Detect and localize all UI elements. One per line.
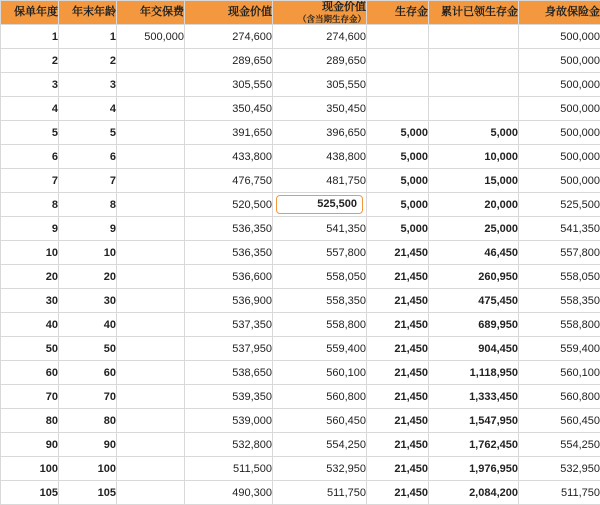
cell-cash-value: 520,500: [185, 193, 273, 217]
cell-death-benefit: 525,500: [519, 193, 600, 217]
table-header-row: [1, 1, 600, 25]
table-row: [1, 97, 600, 121]
cell-cumulative-survival-benefit: 1,762,450: [429, 433, 519, 457]
cell-cash-value-incl-survival: 289,650: [273, 49, 367, 73]
cell-age: 100: [59, 457, 117, 481]
cell-cash-value: 305,550: [185, 73, 273, 97]
cell-cumulative-survival-benefit: 260,950: [429, 265, 519, 289]
table-row: [1, 337, 600, 361]
cell-cumulative-survival-benefit: 20,000: [429, 193, 519, 217]
cell-policy-year: 3: [1, 73, 59, 97]
table-row: [1, 217, 600, 241]
cell-age: 80: [59, 409, 117, 433]
cell-cash-value-incl-survival: 560,100: [273, 361, 367, 385]
table-row: [1, 481, 600, 505]
cell-death-benefit: 541,350: [519, 217, 600, 241]
table-row: [1, 409, 600, 433]
table-row: [1, 49, 600, 73]
cell-age: 70: [59, 385, 117, 409]
table-header: [1, 1, 600, 25]
cell-death-benefit: 560,100: [519, 361, 600, 385]
cell-death-benefit: 500,000: [519, 121, 600, 145]
cell-survival-benefit: 5,000: [367, 169, 429, 193]
cell-policy-year: 1: [1, 25, 59, 49]
cell-cumulative-survival-benefit: 10,000: [429, 145, 519, 169]
cell-death-benefit: 511,750: [519, 481, 600, 505]
cell-policy-year: 70: [1, 385, 59, 409]
cell-survival-benefit: 5,000: [367, 145, 429, 169]
cell-survival-benefit: 21,450: [367, 241, 429, 265]
cell-cash-value-incl-survival: 481,750: [273, 169, 367, 193]
cell-cumulative-survival-benefit: 904,450: [429, 337, 519, 361]
cell-cumulative-survival-benefit: 5,000: [429, 121, 519, 145]
column-header-cumulative-label: 累计已领生存金: [441, 6, 518, 18]
cell-policy-year: 60: [1, 361, 59, 385]
column-header-policy-year: [1, 1, 59, 25]
column-header-cash-value-incl-sublabel: （含当期生存金）: [273, 15, 366, 25]
cell-annual-premium: [117, 409, 185, 433]
cell-cumulative-survival-benefit: 2,084,200: [429, 481, 519, 505]
cell-age: 3: [59, 73, 117, 97]
cell-survival-benefit: 21,450: [367, 313, 429, 337]
cell-annual-premium: [117, 313, 185, 337]
cell-cash-value-incl-survival: 554,250: [273, 433, 367, 457]
cell-survival-benefit: 21,450: [367, 361, 429, 385]
cell-cumulative-survival-benefit: [429, 97, 519, 121]
table-row: [1, 289, 600, 313]
cell-age: 5: [59, 121, 117, 145]
cell-cash-value-incl-survival: 532,950: [273, 457, 367, 481]
cell-age: 105: [59, 481, 117, 505]
cell-age: 7: [59, 169, 117, 193]
cell-policy-year: 20: [1, 265, 59, 289]
cell-death-benefit: 532,950: [519, 457, 600, 481]
cell-death-benefit: 500,000: [519, 97, 600, 121]
column-header-annual-premium: [117, 1, 185, 25]
cell-cumulative-survival-benefit: 46,450: [429, 241, 519, 265]
table-body: [1, 25, 600, 505]
cell-survival-benefit: 21,450: [367, 409, 429, 433]
cell-cash-value: 433,800: [185, 145, 273, 169]
cell-cumulative-survival-benefit: 1,976,950: [429, 457, 519, 481]
cell-cumulative-survival-benefit: 1,118,950: [429, 361, 519, 385]
cell-policy-year: 4: [1, 97, 59, 121]
cell-survival-benefit: 21,450: [367, 433, 429, 457]
cell-cash-value: 391,650: [185, 121, 273, 145]
cell-age: 10: [59, 241, 117, 265]
column-header-policy-year-label: 保单年度: [14, 6, 58, 18]
cell-cash-value: 274,600: [185, 25, 273, 49]
column-header-age-label: 年末年龄: [72, 6, 116, 18]
cell-annual-premium: [117, 433, 185, 457]
cell-death-benefit: 559,400: [519, 337, 600, 361]
cell-cash-value-incl-survival: 350,450: [273, 97, 367, 121]
table-row: [1, 241, 600, 265]
column-header-annual-premium-label: 年交保费: [140, 6, 184, 18]
cell-policy-year: 5: [1, 121, 59, 145]
cell-annual-premium: [117, 241, 185, 265]
cell-death-benefit: 558,350: [519, 289, 600, 313]
cell-cash-value: 511,500: [185, 457, 273, 481]
cell-annual-premium: [117, 169, 185, 193]
cell-survival-benefit: [367, 25, 429, 49]
column-header-cash-value-incl-label: 现金价值: [322, 1, 366, 13]
cell-survival-benefit: 21,450: [367, 481, 429, 505]
column-header-cash-value-incl-survival: [273, 1, 367, 25]
cell-policy-year: 8: [1, 193, 59, 217]
cell-cash-value-incl-survival: 558,350: [273, 289, 367, 313]
cell-death-benefit: 500,000: [519, 73, 600, 97]
table-row: [1, 361, 600, 385]
cell-cumulative-survival-benefit: 15,000: [429, 169, 519, 193]
cell-policy-year: 50: [1, 337, 59, 361]
cell-age: 60: [59, 361, 117, 385]
table-row: [1, 145, 600, 169]
cell-annual-premium: [117, 481, 185, 505]
cell-annual-premium: [117, 145, 185, 169]
cell-survival-benefit: 5,000: [367, 217, 429, 241]
cell-age: 2: [59, 49, 117, 73]
cell-cumulative-survival-benefit: 1,333,450: [429, 385, 519, 409]
cell-cumulative-survival-benefit: 475,450: [429, 289, 519, 313]
cell-survival-benefit: [367, 49, 429, 73]
cell-age: 4: [59, 97, 117, 121]
cell-cash-value: 536,350: [185, 217, 273, 241]
cell-cash-value: 536,350: [185, 241, 273, 265]
cell-policy-year: 105: [1, 481, 59, 505]
cell-cumulative-survival-benefit: 1,547,950: [429, 409, 519, 433]
cell-age: 30: [59, 289, 117, 313]
cell-annual-premium: [117, 457, 185, 481]
table-row: [1, 121, 600, 145]
cell-annual-premium: [117, 385, 185, 409]
table-row: [1, 73, 600, 97]
cell-policy-year: 10: [1, 241, 59, 265]
table-row: [1, 457, 600, 481]
column-header-cumulative-survival-benefit: [429, 1, 519, 25]
cell-cash-value: 490,300: [185, 481, 273, 505]
cell-death-benefit: 560,800: [519, 385, 600, 409]
column-header-cash-value-label: 现金价值: [228, 6, 272, 18]
cell-annual-premium: [117, 97, 185, 121]
cell-survival-benefit: [367, 73, 429, 97]
cell-policy-year: 80: [1, 409, 59, 433]
cell-cash-value: 536,600: [185, 265, 273, 289]
column-header-survival-benefit-label: 生存金: [395, 6, 428, 18]
column-header-survival-benefit: [367, 1, 429, 25]
cell-cash-value-incl-survival: 560,800: [273, 385, 367, 409]
cell-survival-benefit: 21,450: [367, 265, 429, 289]
cell-death-benefit: 500,000: [519, 145, 600, 169]
cell-cash-value-incl-survival: 305,550: [273, 73, 367, 97]
cell-survival-benefit: 5,000: [367, 193, 429, 217]
cell-policy-year: 30: [1, 289, 59, 313]
cell-cash-value: 537,350: [185, 313, 273, 337]
cell-age: 20: [59, 265, 117, 289]
cell-cash-value-incl-survival: 558,800: [273, 313, 367, 337]
cell-cumulative-survival-benefit: [429, 73, 519, 97]
cell-annual-premium: [117, 361, 185, 385]
cell-death-benefit: 560,450: [519, 409, 600, 433]
cell-death-benefit: 558,800: [519, 313, 600, 337]
cell-cash-value: 536,900: [185, 289, 273, 313]
table-row: [1, 313, 600, 337]
cell-death-benefit: 500,000: [519, 25, 600, 49]
cell-annual-premium: [117, 217, 185, 241]
cell-cash-value: 537,950: [185, 337, 273, 361]
cell-death-benefit: 500,000: [519, 49, 600, 73]
cell-cash-value-incl-survival: 274,600: [273, 25, 367, 49]
column-header-cash-value: [185, 1, 273, 25]
cell-cash-value: 532,800: [185, 433, 273, 457]
cell-age: 1: [59, 25, 117, 49]
cell-policy-year: 2: [1, 49, 59, 73]
column-header-death-benefit: [519, 1, 600, 25]
cell-annual-premium: [117, 265, 185, 289]
cell-age: 50: [59, 337, 117, 361]
cell-cash-value-incl-survival: 396,650: [273, 121, 367, 145]
cell-death-benefit: 554,250: [519, 433, 600, 457]
cell-cash-value-incl-survival: 557,800: [273, 241, 367, 265]
cell-age: 8: [59, 193, 117, 217]
cell-death-benefit: 558,050: [519, 265, 600, 289]
cell-age: 40: [59, 313, 117, 337]
cell-policy-year: 90: [1, 433, 59, 457]
cell-cash-value: 476,750: [185, 169, 273, 193]
cell-survival-benefit: 5,000: [367, 121, 429, 145]
column-header-death-benefit-label: 身故保险金: [545, 6, 600, 18]
cell-cumulative-survival-benefit: [429, 49, 519, 73]
table-row: [1, 385, 600, 409]
cell-annual-premium: [117, 337, 185, 361]
highlight-value: 525,500: [276, 195, 363, 214]
cell-cumulative-survival-benefit: 689,950: [429, 313, 519, 337]
cell-cash-value-incl-survival: 541,350: [273, 217, 367, 241]
cell-survival-benefit: 21,450: [367, 457, 429, 481]
cell-cash-value-incl-survival: 438,800: [273, 145, 367, 169]
table-row: [1, 193, 600, 217]
cell-death-benefit: 557,800: [519, 241, 600, 265]
cell-annual-premium: [117, 193, 185, 217]
cell-policy-year: 6: [1, 145, 59, 169]
cell-policy-year: 100: [1, 457, 59, 481]
cell-cumulative-survival-benefit: 25,000: [429, 217, 519, 241]
cell-cash-value-incl-survival: 511,750: [273, 481, 367, 505]
cell-cash-value-incl-survival: 560,450: [273, 409, 367, 433]
cell-cash-value: 350,450: [185, 97, 273, 121]
cell-cash-value: 538,650: [185, 361, 273, 385]
cell-survival-benefit: [367, 97, 429, 121]
cell-policy-year: 40: [1, 313, 59, 337]
cell-cash-value-incl-survival: 559,400: [273, 337, 367, 361]
cell-cash-value: 539,000: [185, 409, 273, 433]
cell-age: 90: [59, 433, 117, 457]
cell-age: 9: [59, 217, 117, 241]
table-row: [1, 265, 600, 289]
cell-policy-year: 9: [1, 217, 59, 241]
cell-survival-benefit: 21,450: [367, 289, 429, 313]
cell-age: 6: [59, 145, 117, 169]
cell-survival-benefit: 21,450: [367, 337, 429, 361]
table-row: [1, 169, 600, 193]
cell-annual-premium: [117, 49, 185, 73]
table-row: [1, 25, 600, 49]
cell-annual-premium: [117, 289, 185, 313]
cell-cash-value-incl-survival-highlighted: [273, 193, 367, 217]
cell-death-benefit: 500,000: [519, 169, 600, 193]
cell-cash-value: 289,650: [185, 49, 273, 73]
cell-cumulative-survival-benefit: [429, 25, 519, 49]
table-row: [1, 433, 600, 457]
cell-cash-value: 539,350: [185, 385, 273, 409]
cell-survival-benefit: 21,450: [367, 385, 429, 409]
column-header-age-at-year-end: [59, 1, 117, 25]
cell-annual-premium: 500,000: [117, 25, 185, 49]
cell-annual-premium: [117, 73, 185, 97]
cell-policy-year: 7: [1, 169, 59, 193]
cell-cash-value-incl-survival: 558,050: [273, 265, 367, 289]
cell-annual-premium: [117, 121, 185, 145]
